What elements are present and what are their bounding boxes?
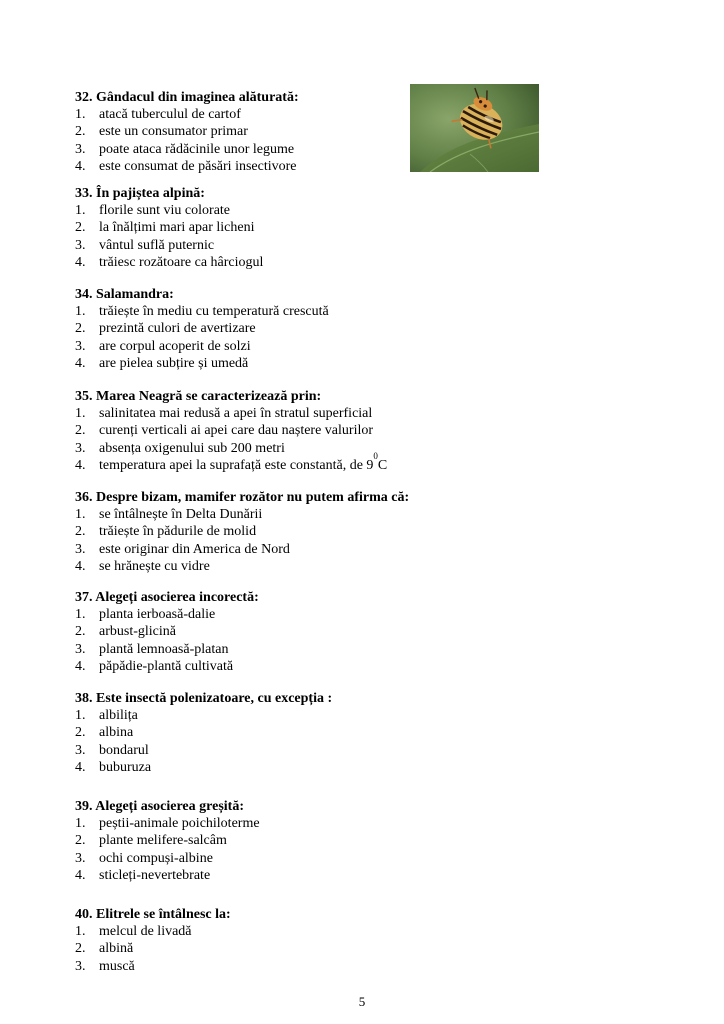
option-text: atacă tuberculul de cartof <box>99 107 241 122</box>
question-title: 37. Alegeți asocierea incorectă: <box>75 590 259 605</box>
option-number: 3. <box>75 440 86 456</box>
answer-option <box>75 106 635 123</box>
question-title: 40. Elitrele se întâlnesc la: <box>75 907 231 922</box>
option-number: 4. <box>75 355 86 371</box>
answer-option <box>75 541 635 558</box>
option-text: sticleți-nevertebrate <box>99 867 211 883</box>
option-number: 2. <box>75 124 86 140</box>
option-text: trăiesc rozătoare ca hârciogul <box>99 254 264 270</box>
option-number: 4. <box>75 158 86 174</box>
option-number: 3. <box>75 338 86 354</box>
answer-option <box>75 850 635 867</box>
answer-option <box>75 523 635 540</box>
answer-option <box>75 237 635 254</box>
question-title: 39. Alegeți asocierea greșită: <box>75 799 244 814</box>
question-block <box>75 286 635 372</box>
option-number: 2. <box>75 423 86 439</box>
option-text: curenți verticali ai apei care dau naștere valurilor <box>99 423 374 439</box>
option-number: 4. <box>75 759 86 775</box>
option-text: păpădie-plantă cultivată <box>99 658 234 674</box>
option-number: 2. <box>75 524 86 540</box>
option-number: 2. <box>75 624 86 640</box>
answer-option <box>75 832 635 849</box>
answer-option <box>75 440 635 457</box>
option-text: se întâlnește în Delta Dunării <box>99 507 263 522</box>
option-text: salinitatea mai redusă a apei în stratul superficial <box>99 406 373 421</box>
question-block <box>75 589 635 675</box>
option-text: peștii-animale poichiloterme <box>99 816 260 831</box>
option-text: este originar din America de Nord <box>99 541 290 557</box>
answer-option <box>75 940 635 957</box>
option-text: se hrănește cu vidre <box>99 558 210 574</box>
option-number: 1. <box>75 816 86 831</box>
answer-option <box>75 506 635 523</box>
answer-option <box>75 202 635 219</box>
answer-option <box>75 422 635 439</box>
question-title: 35. Marea Neagră se caracterizează prin: <box>75 389 322 404</box>
question-title: 36. Despre bizam, mamifer rozător nu putem afirma că: <box>75 490 410 505</box>
option-number: 4. <box>75 254 86 270</box>
page-number: 5 <box>358 994 366 1009</box>
question-title: 34. Salamandra: <box>75 287 174 302</box>
option-number: 3. <box>75 742 86 758</box>
option-text: plante melifere-salcâm <box>99 833 227 849</box>
option-number: 2. <box>75 725 86 741</box>
option-text: este consumat de păsări insectivore <box>99 158 297 174</box>
option-text: muscă <box>99 958 135 974</box>
option-number: 2. <box>75 833 86 849</box>
answer-option <box>75 707 635 724</box>
answer-option <box>75 815 635 832</box>
option-text: buburuza <box>99 759 152 775</box>
answer-option <box>75 958 635 975</box>
option-number: 1. <box>75 304 86 319</box>
answer-option <box>75 338 635 355</box>
answer-option <box>75 219 635 236</box>
option-number: 2. <box>75 220 86 236</box>
option-text: vântul suflă puternic <box>99 237 215 253</box>
answer-option <box>75 355 635 372</box>
option-text: ochi compuși-albine <box>99 850 213 866</box>
answer-option <box>75 320 635 337</box>
question-block <box>75 798 635 884</box>
option-text: albină <box>99 941 134 957</box>
option-number: 3. <box>75 541 86 557</box>
superscript: 0 <box>373 450 378 461</box>
answer-option <box>75 641 635 658</box>
option-text: plantă lemnoasă-platan <box>99 641 229 657</box>
answer-option <box>75 658 635 675</box>
option-text: poate ataca rădăcinile unor legume <box>99 141 295 157</box>
answer-option <box>75 606 635 623</box>
question-block <box>75 489 635 575</box>
option-text: trăiește în pădurile de molid <box>99 524 257 540</box>
answer-option <box>75 450 635 474</box>
option-text: bondarul <box>99 742 149 758</box>
option-text: are pielea subțire și umedă <box>99 355 249 371</box>
question-block <box>75 690 635 776</box>
option-number: 4. <box>75 457 86 473</box>
option-number: 3. <box>75 141 86 157</box>
option-text: trăiește în mediu cu temperatură crescută <box>99 304 329 319</box>
answer-option <box>75 558 635 575</box>
option-number: 1. <box>75 107 86 122</box>
question-title: 32. Gândacul din imaginea alăturată: <box>75 90 299 105</box>
option-text: arbust-glicină <box>99 624 176 640</box>
answer-option <box>75 141 635 158</box>
option-text: absența oxigenului sub 200 metri <box>99 440 285 456</box>
option-text: albina <box>99 725 134 741</box>
option-number: 4. <box>75 558 86 574</box>
option-number: 1. <box>75 203 86 218</box>
answer-option <box>75 724 635 741</box>
answer-option <box>75 923 635 940</box>
option-number: 3. <box>75 237 86 253</box>
option-text-suffix: C <box>377 457 388 473</box>
question-block <box>75 388 635 474</box>
option-number: 1. <box>75 708 86 723</box>
question-title: 38. Este insectă polenizatoare, cu excepția : <box>75 691 333 706</box>
option-text: este un consumator primar <box>99 124 248 140</box>
option-number: 3. <box>75 958 86 974</box>
answer-option <box>75 158 635 175</box>
option-number: 3. <box>75 641 86 657</box>
option-number: 1. <box>75 507 86 522</box>
option-number: 3. <box>75 850 86 866</box>
question-title: 33. În pajiștea alpină: <box>75 186 205 201</box>
question-block <box>75 906 635 975</box>
option-text: florile sunt viu colorate <box>99 203 231 218</box>
option-text: are corpul acoperit de solzi <box>99 338 251 354</box>
option-text: prezintă culori de avertizare <box>99 321 256 337</box>
answer-option <box>75 742 635 759</box>
answer-option <box>75 405 635 422</box>
answer-option <box>75 123 635 140</box>
option-text: temperatura apei la suprafață este constantă, de 9 <box>99 457 374 473</box>
option-number: 2. <box>75 941 86 957</box>
option-number: 4. <box>75 867 86 883</box>
option-text: albilița <box>99 708 138 723</box>
option-text: la înălțimi mari apar licheni <box>99 220 255 236</box>
answer-option <box>75 867 635 884</box>
option-text: melcul de livadă <box>99 924 192 939</box>
answer-option <box>75 759 635 776</box>
option-number: 1. <box>75 406 86 421</box>
option-text: planta ierboasă-dalie <box>99 607 216 622</box>
question-block <box>75 89 635 175</box>
answer-option <box>75 623 635 640</box>
option-number: 2. <box>75 321 86 337</box>
option-number: 4. <box>75 658 86 674</box>
option-number: 1. <box>75 607 86 622</box>
option-number: 1. <box>75 924 86 939</box>
answer-option <box>75 303 635 320</box>
answer-option <box>75 254 635 271</box>
question-block <box>75 185 635 271</box>
